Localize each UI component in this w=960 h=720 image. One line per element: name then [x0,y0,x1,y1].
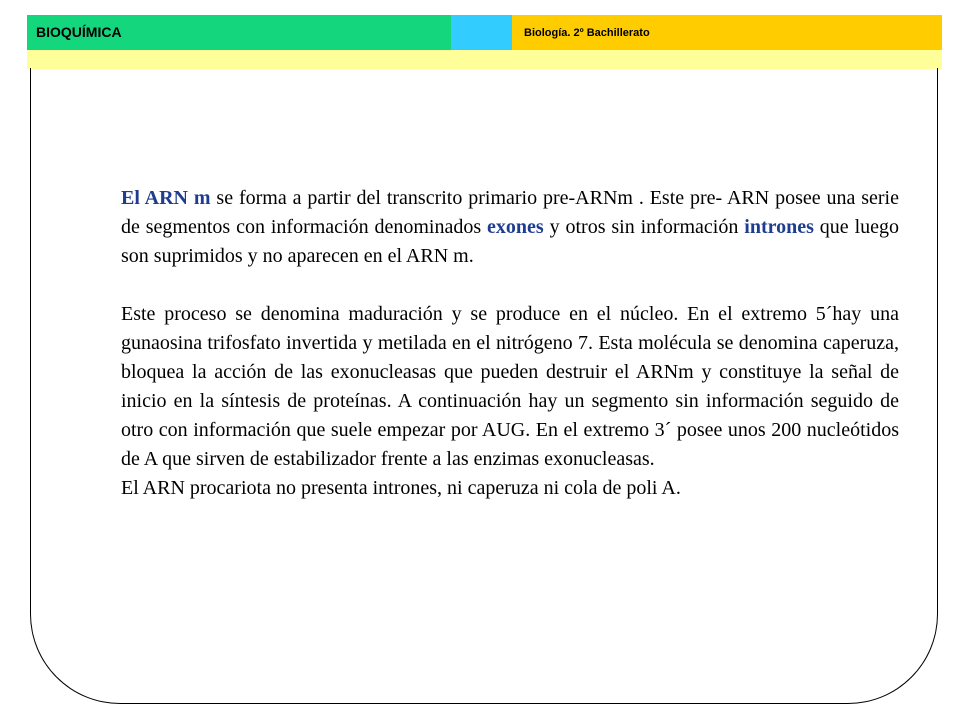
header-blue-block [451,15,512,50]
header-title: BIOQUÍMICA [36,24,122,40]
header-pale-strip [27,50,942,69]
term-arn-m: El ARN m [121,187,211,209]
term-exones: exones [487,216,544,238]
paragraph-maduracion: Este proceso se denomina maduración y se produce en el núcleo. En el extremo 5´hay una gunaosina trifosfato invertida y metilada en el nitrógeno 7. Esta molécula se denomina caperuza, bloquea la acción de las exonucleasas que pueden destruir el ARNm y constituye la señal de inicio en la síntesis de proteínas. A continuación hay un segmento sin información seguido de otro con información que suele empezar por AUG. En el extremo 3´ posee unos 200 nucleótidos de A que sirven de estabilizador frente a las enzimas exonucleasas. [121,303,899,470]
paragraph-arnm [121,184,899,271]
paragraph-text: que luego son suprimidos y no aparecen en el ARN m. [121,216,899,267]
paragraph-text: y otros sin información [543,216,745,238]
paragraph-procariota: El ARN procariota no presenta intrones, ni caperuza ni cola de poli A. [121,477,681,499]
slide-content [121,184,899,503]
paragraph-text: se forma a partir del transcrito primario pre-ARNm . Este pre- ARN posee una serie de segmentos con información denominados [121,187,899,238]
term-intrones: intrones [744,216,814,238]
header-subtitle: Biología. 2º Bachillerato [524,27,650,39]
